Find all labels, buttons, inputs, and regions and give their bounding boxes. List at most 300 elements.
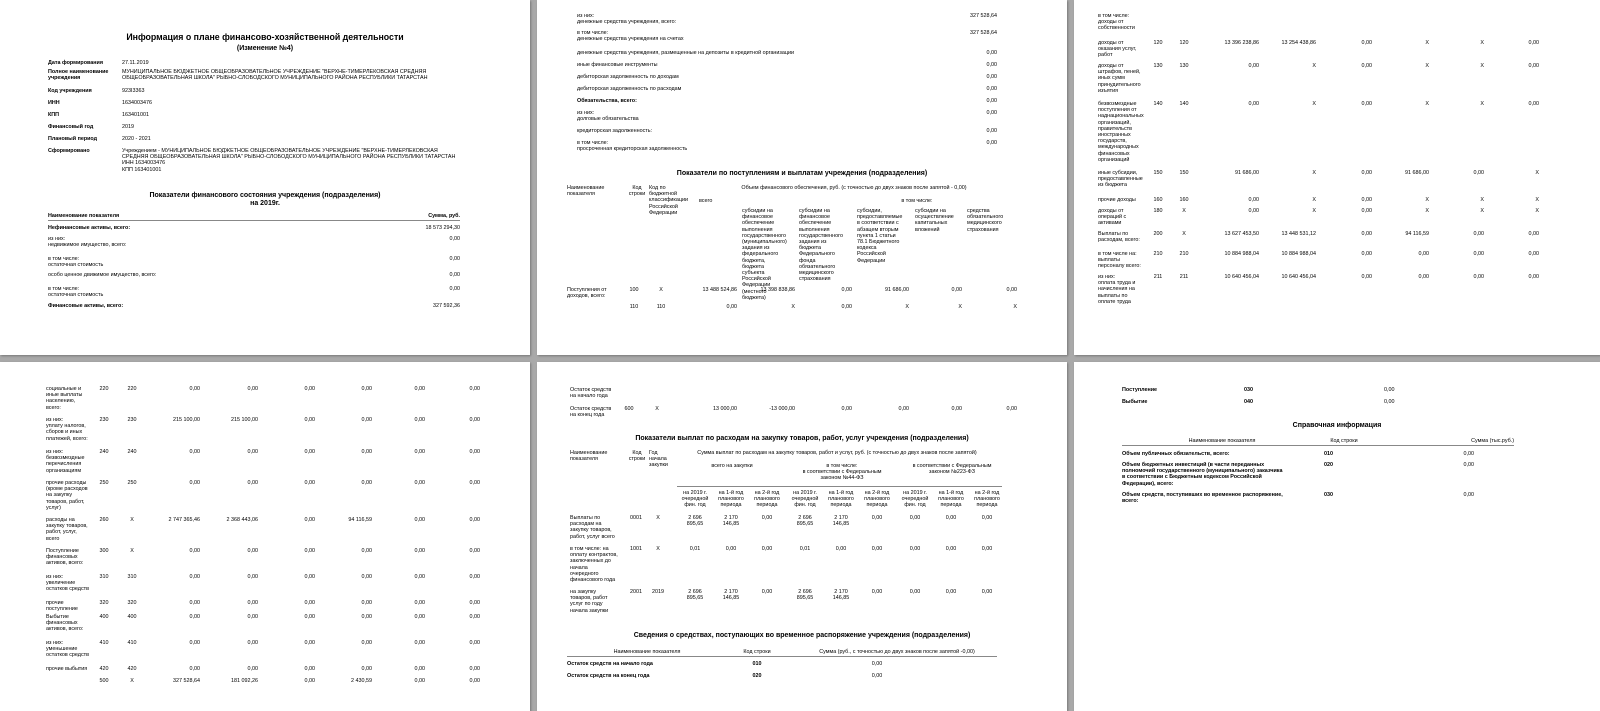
indicator-value: 0,00: [986, 62, 997, 68]
row-value: 94 116,59: [348, 517, 372, 523]
col-name: Наименование показателя: [48, 213, 120, 219]
row-value: 0,00: [951, 287, 962, 293]
col-name: Наименование показателя: [1188, 438, 1256, 444]
row-value: 0,00: [1473, 170, 1484, 176]
row-value: 0,00: [1361, 251, 1372, 257]
row-value: X: [1480, 197, 1484, 203]
row-code: 2001: [630, 589, 642, 595]
row-value: 13 627 453,50: [1224, 231, 1259, 237]
row-value: 0,00: [414, 574, 425, 580]
row-name: в том числе: доходы от собственности: [1098, 13, 1135, 32]
row-value: 0,00: [247, 600, 258, 606]
row-value: 91 686,00: [1235, 170, 1259, 176]
row-value: 0,00: [189, 640, 200, 646]
row-label: Выбытие: [1122, 399, 1148, 405]
indicator-label: из них: недвижимое имущество, всего:: [48, 236, 127, 249]
row-kbk: 320: [127, 600, 137, 606]
page-title: Информация о плане финансово-хозяйственной деятельности: [126, 32, 404, 42]
row-year: 2019: [652, 589, 664, 595]
info-value: 1634003476: [122, 100, 152, 106]
row-code: 040: [1244, 399, 1253, 405]
row-value: 2 170 146,85: [722, 515, 740, 528]
row-value: 0,00: [469, 386, 480, 392]
row-value: 13 448 531,12: [1281, 231, 1316, 237]
row-year: X: [656, 515, 660, 521]
period-col: на 1-й год планового периода: [828, 490, 854, 509]
row-value: 0,00: [361, 614, 372, 620]
row-value: 215 100,00: [173, 417, 200, 423]
row-value: 13 396 238,86: [1224, 40, 1259, 46]
row-code: 240: [99, 449, 109, 455]
row-name: Выплаты по расходам, всего:: [1098, 231, 1140, 244]
s2-col-code: Код строки: [743, 649, 771, 655]
row-value: 0,00: [1361, 208, 1372, 214]
row-value: 215 100,00: [231, 417, 258, 423]
row-value: 0,00: [1248, 197, 1259, 203]
info-value: 2020 - 2021: [122, 136, 151, 142]
row-code: 210: [1153, 251, 1163, 257]
indicator-value: 327 528,64: [970, 13, 997, 19]
row-kbk: X: [659, 287, 663, 293]
row-value: 0,00: [247, 480, 258, 486]
page-3: [1074, 0, 1600, 355]
row-value: 0,00: [1418, 274, 1429, 280]
row-kbk: 120: [1179, 40, 1189, 46]
row-value: 0,00: [304, 640, 315, 646]
row-value: 0,00: [835, 546, 847, 552]
info-label: Финансовый год: [48, 124, 94, 130]
row-value: 0,00: [469, 678, 480, 684]
indicator-label: Обязательства, всего:: [577, 98, 637, 104]
indicator-label: денежные средства учреждения, размещенные на депозиты в кредитной организации: [577, 50, 795, 56]
row-value: 0,00: [909, 589, 921, 595]
row-value: X: [1535, 170, 1539, 176]
row-value: 0,00: [469, 449, 480, 455]
row-value: X: [1425, 40, 1429, 46]
row-value: 0,00: [361, 548, 372, 554]
row-value: 0,00: [414, 417, 425, 423]
indicator-label: в том числе: остаточная стоимость: [48, 256, 104, 269]
ref-code: 010: [1324, 451, 1333, 457]
row-value: 0,00: [841, 287, 852, 293]
row-kbk: 160: [1179, 197, 1189, 203]
hdr-year: Год начала закупки: [649, 450, 668, 469]
s2-col-name: Наименование показателя: [613, 649, 681, 655]
period-col: на 2-й год планового периода: [754, 490, 780, 509]
row-value: 0,00: [414, 678, 425, 684]
indicator-value: 0,00: [986, 140, 997, 146]
row-kbk: 400: [127, 614, 137, 620]
row-value: 0,00: [304, 417, 315, 423]
row-name: в том числе: на оплату контрактов, заключенных до начала очередного финансового года: [570, 546, 618, 584]
row-value: 0,00: [469, 666, 480, 672]
row-value: 0,00: [945, 589, 957, 595]
row-value: 2 368 443,06: [226, 517, 258, 523]
row-code: 420: [99, 666, 109, 672]
row-value: 0,00: [1528, 231, 1539, 237]
period-col: на 2019 г. очередной фин. год: [681, 490, 709, 509]
row-name: из них: безвозмездные перечисления организациям: [46, 449, 85, 474]
row-value: X: [905, 304, 909, 310]
row-value: 0,00: [1361, 40, 1372, 46]
row-code: 120: [1153, 40, 1163, 46]
indicator-value: 327 528,64: [970, 30, 997, 36]
row-code: 1001: [630, 546, 642, 552]
ref-label: Объем средств, поступивших во временное распоряжение, всего:: [1122, 492, 1283, 505]
row-value: 0,00: [871, 589, 883, 595]
row-code: 0001: [630, 515, 642, 521]
info-value: 163401001: [122, 112, 149, 118]
row-name: из них: увеличение остатков средств: [46, 574, 89, 593]
period-col: на 2-й год планового периода: [974, 490, 1000, 509]
row-value: 0,00: [414, 480, 425, 486]
row-value: 0,00: [1528, 274, 1539, 280]
row-value: 0,00: [247, 614, 258, 620]
row-name: доходы от штрафов, пеней, иных сумм принудительного изъятия: [1098, 63, 1141, 94]
col-code: Код строки: [1330, 438, 1358, 444]
row-name: Выбытие финансовых активов, всего:: [46, 614, 84, 633]
row-value: X: [791, 304, 795, 310]
row-value: 0,00: [361, 666, 372, 672]
info-value: 27.11.2019: [122, 60, 149, 66]
row-value: 0,01: [799, 546, 811, 552]
row-value: 0,00: [1473, 251, 1484, 257]
row-value: 0,00: [951, 406, 962, 412]
row-name: в том числе на: выплаты персоналу всего:: [1098, 251, 1141, 270]
row-kbk: X: [1182, 208, 1186, 214]
row-value: 0,00: [1361, 231, 1372, 237]
row-value: 0,00: [414, 614, 425, 620]
period-col: на 2019 г. очередной фин. год: [791, 490, 819, 509]
row-value: 0,00: [469, 614, 480, 620]
row-value: 0,00: [1528, 101, 1539, 107]
row-value: 0,00: [361, 449, 372, 455]
row-kbk: 130: [1179, 63, 1189, 69]
row-name: безвозмездные поступления от наднациональных организаций, правительств иностранных государств, международных финансовых организаций: [1098, 101, 1144, 163]
row-value: 0,00: [1384, 387, 1395, 393]
row-value: X: [1480, 208, 1484, 214]
row-kbk: X: [655, 406, 659, 412]
row-name: прочие расходы (кроме расходов на закупку товаров, работ, услуг): [46, 480, 88, 511]
row-code: 320: [99, 600, 109, 606]
row-value: 0,00: [726, 304, 737, 310]
hdr-subcol: субсидии на финансовое обеспечение выполнения государственного задания из бюджета Федерального фонда обязательного медицинского страхования: [799, 208, 843, 283]
hdr-name: Наименование показателя: [567, 185, 605, 198]
indicator-value: 0,00: [449, 272, 460, 278]
info-label: Дата формирования: [48, 60, 103, 66]
indicator-label: иные финансовые инструменты: [577, 62, 658, 68]
row-value: 0,00: [469, 640, 480, 646]
hdr-volume: Объем финансового обеспечения, руб. (с точностью до двух знаков после запятой - 0,00): [741, 185, 967, 191]
row-name: доходы от операций с активами: [1098, 208, 1127, 227]
row-value: 0,00: [945, 546, 957, 552]
row-kbk: 410: [127, 640, 137, 646]
col-sum: Сумма, руб.: [428, 213, 460, 219]
row-code: 500: [99, 678, 109, 684]
indicator-value: 327 592,36: [433, 303, 460, 309]
row-code: 150: [1153, 170, 1163, 176]
info-value: Учреждением - МУНИЦИПАЛЬНОЕ БЮДЖЕТНОЕ ОБЩЕОБРАЗОВАТЕЛЬНОЕ УЧРЕЖДЕНИЕ "ВЕРХНЕ-ТИМЕРЛЕКОВСКАЯ СРЕДНЯЯ ОБЩЕОБРАЗОВАТЕЛЬНАЯ ШКОЛА" РЫБНО-СЛОБОДСКОГО МУНИЦИПАЛЬНОГО РАЙОНА РЕСПУБЛИКИ ТАТАРСТАН ИНН 1634003476 КПП 163401001: [122, 148, 456, 173]
row-kbk: X: [130, 678, 134, 684]
row-value: 2 696 895,65: [686, 589, 704, 602]
row-value: 0,00: [945, 515, 957, 521]
hdr-subcol: субсидии, предоставляемые в соответствии с абзацем вторым пункта 1 статьи 78.1 Бюджетного кодекса Российской Федерации: [857, 208, 903, 264]
row-value: 0,00: [189, 548, 200, 554]
row-value: 0,00: [304, 574, 315, 580]
row-value: 0,00: [909, 546, 921, 552]
row-name: расходы на закупку товаров, работ, услуг, всего: [46, 517, 88, 542]
row-value: X: [1480, 101, 1484, 107]
row-value: 0,00: [1361, 63, 1372, 69]
s2-label: Остаток средств на конец года: [567, 673, 650, 679]
row-value: 0,00: [414, 386, 425, 392]
row-value: 0,00: [304, 449, 315, 455]
hdr-incl: в том числе:: [901, 198, 933, 204]
indicator-value: 0,00: [449, 236, 460, 242]
s2-code: 010: [752, 661, 762, 667]
grp-44: в том числе: в соответствии с Федеральным законом №44-ФЗ: [802, 463, 882, 482]
row-value: X: [1480, 63, 1484, 69]
row-value: X: [1312, 101, 1316, 107]
row-label: Поступление: [1122, 387, 1158, 393]
row-value: 2 696 895,65: [796, 589, 814, 602]
indicator-label: Нефинансовые активы, всего:: [48, 225, 131, 231]
s2-col-sum: Сумма (руб., с точностью до двух знаков после запятой -0,00): [819, 649, 975, 655]
row-value: 0,00: [247, 548, 258, 554]
row-value: 0,00: [1384, 399, 1395, 405]
info-value: МУНИЦИПАЛЬНОЕ БЮДЖЕТНОЕ ОБЩЕОБРАЗОВАТЕЛЬНОЕ УЧРЕЖДЕНИЕ "ВЕРХНЕ-ТИМЕРЛЕКОВСКАЯ СРЕДНЯЯ ОБЩЕОБРАЗОВАТЕЛЬНАЯ ШКОЛА" РЫБНО-СЛОБОДСКОГО МУНИЦИПАЛЬНОГО РАЙОНА РЕСПУБЛИКИ ТАТАРСТАН: [122, 69, 428, 82]
row-value: 0,00: [981, 546, 993, 552]
row-value: 2 170 146,85: [832, 589, 850, 602]
row-value: 0,00: [981, 515, 993, 521]
period-col: на 1-й год планового периода: [938, 490, 964, 509]
row-value: 0,00: [1473, 231, 1484, 237]
hdr-name: Наименование показателя: [570, 450, 608, 463]
row-value: 2 430,59: [351, 678, 372, 684]
row-code: 600: [624, 406, 634, 412]
row-value: 0,01: [689, 546, 701, 552]
indicator-value: 0,00: [986, 98, 997, 104]
row-value: 0,00: [189, 386, 200, 392]
row-value: 0,00: [189, 600, 200, 606]
row-value: 0,00: [1248, 101, 1259, 107]
row-name: социальные и иные выплаты населению, всего:: [46, 386, 83, 411]
row-value: 0,00: [189, 666, 200, 672]
hdr-code: Код строки: [628, 450, 646, 463]
info-label: Сформировано: [48, 148, 90, 154]
s2-code: 020: [752, 673, 762, 679]
row-kbk: 230: [127, 417, 137, 423]
row-value: X: [1425, 197, 1429, 203]
row-value: X: [1312, 170, 1316, 176]
row-value: 0,00: [189, 574, 200, 580]
row-kbk: 211: [1179, 274, 1189, 280]
row-kbk: 110: [656, 304, 666, 310]
row-value: 2 170 146,85: [722, 589, 740, 602]
indicator-value: 0,00: [449, 256, 460, 262]
indicator-label: в том числе: просроченная кредиторская задолженность: [577, 140, 688, 153]
row-value: 0,00: [247, 574, 258, 580]
row-kbk: 420: [127, 666, 137, 672]
row-kbk: 150: [1179, 170, 1189, 176]
indicator-label: в том числе: остаточная стоимость: [48, 286, 104, 299]
row-year: X: [656, 546, 660, 552]
hdr-subcol: субсидии на финансовое обеспечение выполнения государственного (муниципального) задания из федерального бюджета, бюджета субъекта Российской Федерации (местного бюджета): [742, 208, 787, 301]
page-6: [1074, 362, 1600, 711]
row-name: Поступления от доходов, всего:: [567, 287, 607, 300]
indicator-value: 0,00: [986, 74, 997, 80]
indicator-label: дебиторская задолженность по расходам: [577, 86, 682, 92]
row-code: 160: [1153, 197, 1163, 203]
row-value: 0,00: [1361, 197, 1372, 203]
row-value: 0,00: [304, 548, 315, 554]
row-value: 0,00: [247, 386, 258, 392]
info-value: 2019: [122, 124, 134, 130]
ref-value: 0,00: [1463, 492, 1474, 498]
indicator-label: в том числе: денежные средства учреждения на счетах: [577, 30, 684, 43]
row-code: 400: [99, 614, 109, 620]
row-value: 0,00: [1248, 63, 1259, 69]
row-name: на закупку товаров, работ услуг по году начала закупки: [570, 589, 609, 614]
row-value: 10 640 456,04: [1224, 274, 1259, 280]
row-value: 0,00: [247, 640, 258, 646]
row-value: 10 884 988,04: [1224, 251, 1259, 257]
divider: [567, 656, 997, 657]
row-code: 220: [99, 386, 109, 392]
row-value: 0,00: [361, 417, 372, 423]
grp-all: всего на закупки: [711, 463, 753, 469]
row-value: 0,00: [304, 614, 315, 620]
ref-value: 0,00: [1463, 462, 1474, 468]
row-value: 91 686,00: [1405, 170, 1429, 176]
row-name: иные субсидии, предоставленные из бюджета: [1098, 170, 1143, 189]
period-col: на 1-й год планового периода: [718, 490, 744, 509]
row-value: 13 488 524,86: [702, 287, 737, 293]
row-kbk: X: [130, 517, 134, 523]
row-value: 0,00: [1006, 406, 1017, 412]
indicator-value: 0,00: [986, 128, 997, 134]
row-name: из них: оплата труда и начисления на выплаты по оплате труда: [1098, 274, 1136, 305]
page-subtitle: (Изменение №4): [236, 45, 294, 52]
row-value: X: [1535, 208, 1539, 214]
page-5: [537, 362, 1067, 711]
row-code: 230: [99, 417, 109, 423]
row-name: прочие доходы: [1098, 197, 1136, 203]
info-label: Полное наименование учреждения: [48, 69, 109, 82]
row-code: 130: [1153, 63, 1163, 69]
row-value: 0,00: [1361, 101, 1372, 107]
row-value: 0,00: [1248, 208, 1259, 214]
row-code: 140: [1153, 101, 1163, 107]
row-value: 0,00: [361, 640, 372, 646]
divider: [48, 220, 460, 221]
row-value: 0,00: [1361, 274, 1372, 280]
indicator-label: из них: долговые обязательства: [577, 110, 639, 123]
row-value: 0,00: [1528, 40, 1539, 46]
indicator-value: 0,00: [986, 50, 997, 56]
row-value: X: [1425, 101, 1429, 107]
row-value: X: [1013, 304, 1017, 310]
row-value: 0,00: [304, 386, 315, 392]
row-kbk: 240: [127, 449, 137, 455]
indicator-label: из них: денежные средства учреждения, всего:: [577, 13, 677, 26]
row-value: 13 254 438,86: [1281, 40, 1316, 46]
row-value: 2 747 365,46: [168, 517, 200, 523]
row-value: X: [1312, 208, 1316, 214]
row-kbk: X: [130, 548, 134, 554]
row-value: 327 528,64: [173, 678, 200, 684]
row-value: X: [1312, 63, 1316, 69]
row-value: 0,00: [189, 614, 200, 620]
row-value: 0,00: [1528, 63, 1539, 69]
row-value: 0,00: [361, 600, 372, 606]
row-value: 0,00: [247, 449, 258, 455]
divider: [1122, 445, 1514, 446]
indicator-value: 0,00: [986, 110, 997, 116]
page-2: [537, 0, 1067, 355]
row-value: 0,00: [304, 480, 315, 486]
indicator-label: кредиторская задолженность:: [577, 128, 653, 134]
row-value: 2 696 895,65: [796, 515, 814, 528]
page-1: [0, 0, 530, 355]
row-code: 260: [99, 517, 109, 523]
row-code: 300: [99, 548, 109, 554]
grp-223: в соответствии с Федеральным законом №223-ФЗ: [912, 463, 992, 476]
row-value: 0,00: [469, 574, 480, 580]
info-label: Код учреждения: [48, 88, 92, 94]
row-value: 10 884 988,04: [1281, 251, 1316, 257]
row-value: X: [1425, 208, 1429, 214]
row-value: 0,00: [469, 517, 480, 523]
row-kbk: X: [1182, 231, 1186, 237]
info-label: Плановый период: [48, 136, 98, 142]
row-name: Остаток средств на конец года: [570, 406, 612, 419]
s2-label: Остаток средств на начало года: [567, 661, 653, 667]
row-kbk: 310: [127, 574, 137, 580]
row-code: 211: [1153, 274, 1163, 280]
hdr-subcol: субсидии на осуществление капитальных вложений: [915, 208, 954, 233]
row-value: -13 000,00: [769, 406, 795, 412]
row-name: прочие поступление: [46, 600, 78, 613]
s2-value: 0,00: [871, 661, 883, 667]
row-value: 0,00: [414, 548, 425, 554]
row-value: 2 170 146,85: [832, 515, 850, 528]
row-value: 0,00: [761, 515, 773, 521]
ref-label: Объем бюджетных инвестиций (в части переданных полномочий государственного (муниципального) заказчика в соответствии с Бюджетным кодексом Российской Федерации), всего:: [1122, 462, 1283, 487]
row-value: 10 640 456,04: [1281, 274, 1316, 280]
row-code: 200: [1153, 231, 1163, 237]
row-value: 0,00: [189, 449, 200, 455]
row-value: 0,00: [1418, 251, 1429, 257]
row-value: 0,00: [469, 600, 480, 606]
row-value: 0,00: [469, 548, 480, 554]
hdr-total: всего: [699, 198, 713, 204]
row-value: 0,00: [841, 406, 852, 412]
section-title: Показатели по поступлениям и выплатам учреждения (подразделения): [676, 170, 928, 177]
row-value: 0,00: [898, 406, 909, 412]
indicator-label: Финансовые активы, всего:: [48, 303, 124, 309]
row-value: 0,00: [761, 589, 773, 595]
row-value: 0,00: [841, 304, 852, 310]
row-value: 0,00: [414, 640, 425, 646]
row-value: X: [1425, 63, 1429, 69]
section-title: Справочная информация: [1292, 422, 1382, 429]
row-value: 0,00: [304, 678, 315, 684]
ref-label: Объем публичных обязательств, всего:: [1122, 451, 1230, 457]
indicator-label: дебиторская задолженность по доходам: [577, 74, 679, 80]
row-name: из них: уменьшение остатков средств: [46, 640, 89, 659]
row-value: 0,00: [361, 480, 372, 486]
